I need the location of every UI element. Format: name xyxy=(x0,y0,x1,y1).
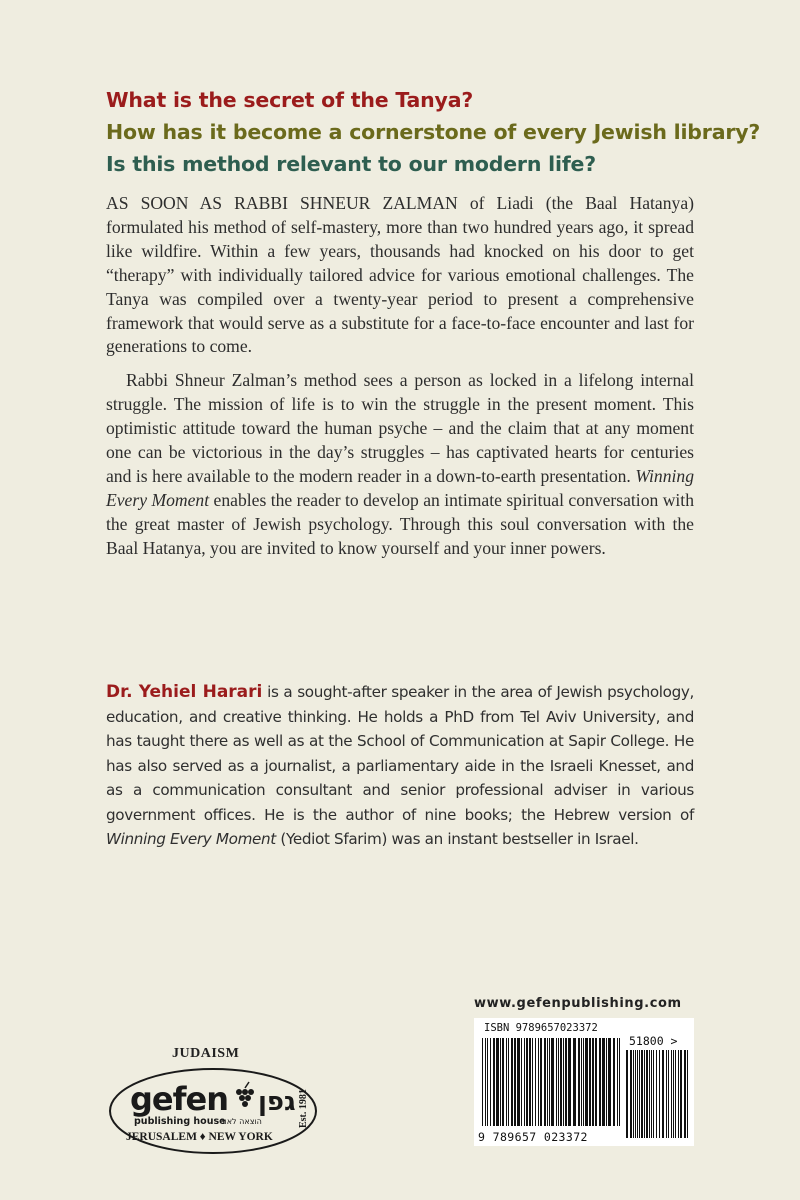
paragraph-lead-caps: AS SOON AS RABBI SHNEUR ZALMAN xyxy=(106,193,458,213)
back-cover-questions xyxy=(106,84,761,180)
category-label: JUDAISM xyxy=(172,1046,240,1061)
logo-tagline: publishing house xyxy=(134,1116,226,1127)
description-paragraph-1 xyxy=(106,192,694,359)
paragraph-2-text-after: enables the reader to develop an intimate spiritual conversation with the great master of Jewish psychology. Through this soul conversation with the Baal Hatanya, you are invited to know yourself and your inner powers. xyxy=(106,489,694,558)
question-secret: What is the secret of the Tanya? xyxy=(106,88,474,112)
publisher-website: www.gefenpublishing.com xyxy=(474,996,682,1011)
bio-book-title: Winning Every Moment xyxy=(106,830,276,848)
bio-text-after: (Yediot Sfarim) was an instant bestseller in Israel. xyxy=(275,830,639,848)
author-bio xyxy=(106,680,694,852)
logo-hebrew-tagline: הוצאה לאור xyxy=(220,1117,262,1126)
price-code: 51800 > xyxy=(629,1034,678,1048)
isbn-barcode xyxy=(474,1018,694,1146)
description-paragraph-2 xyxy=(106,369,694,560)
author-name: Dr. Yehiel Harari xyxy=(106,682,263,702)
logo-hebrew-wordmark: גפן xyxy=(258,1087,296,1117)
question-relevance: Is this method relevant to our modern life? xyxy=(106,152,596,176)
book-description xyxy=(106,192,694,561)
logo-wordmark: gefen xyxy=(130,1080,229,1118)
logo-established: Est. 1981 xyxy=(298,1089,309,1128)
book-title-italic: Winning Every Moment xyxy=(106,465,694,510)
bio-text-before: is a sought-after speaker in the area of Jewish psychology, education, and creative thinking. He holds a PhD from Tel Aviv University, and has taught there as well as at the School of Communication at Sapir College. He has also served as a journalist, a parliamentary aide in the Israeli Knesset, and as a communication consultant and senior professional adviser in various government offices. He is the author of nine books; the Hebrew version of xyxy=(106,683,694,824)
paragraph-2-text-before: Rabbi Shneur Zalman’s method sees a person as locked in a lifelong internal struggle. The mission of life is to win the struggle in the present moment. This optimistic attitude toward the human psyche – and the claim that at any moment one can be victorious in the day’s struggles – has captivated hearts for centuries and is here available to the modern reader in a down-to-earth presentation. xyxy=(106,370,694,486)
question-cornerstone: How has it become a cornerstone of every Jewish library? xyxy=(106,120,761,144)
gefen-publisher-logo xyxy=(108,1066,318,1156)
grape-cluster-icon xyxy=(236,1082,254,1107)
isbn-label: ISBN 9789657023372 xyxy=(484,1022,598,1034)
logo-cities: JERUSALEM ♦ NEW YORK xyxy=(126,1131,273,1143)
isbn-digits: 9 789657 023372 xyxy=(478,1130,588,1144)
paragraph-1-text: of Liadi (the Baal Hatanya) formulated his method of self-mastery, more than two hundred years ago, it spread like wildfire. Within a few years, thousands had knocked on his door to get “therapy” with individually tailored advice for various emotional challenges. The Tanya was compiled over a twenty-year period to present a comprehensive framework that would serve as a substitute for a face-to-face encounter and last for generations to come. xyxy=(106,193,694,357)
